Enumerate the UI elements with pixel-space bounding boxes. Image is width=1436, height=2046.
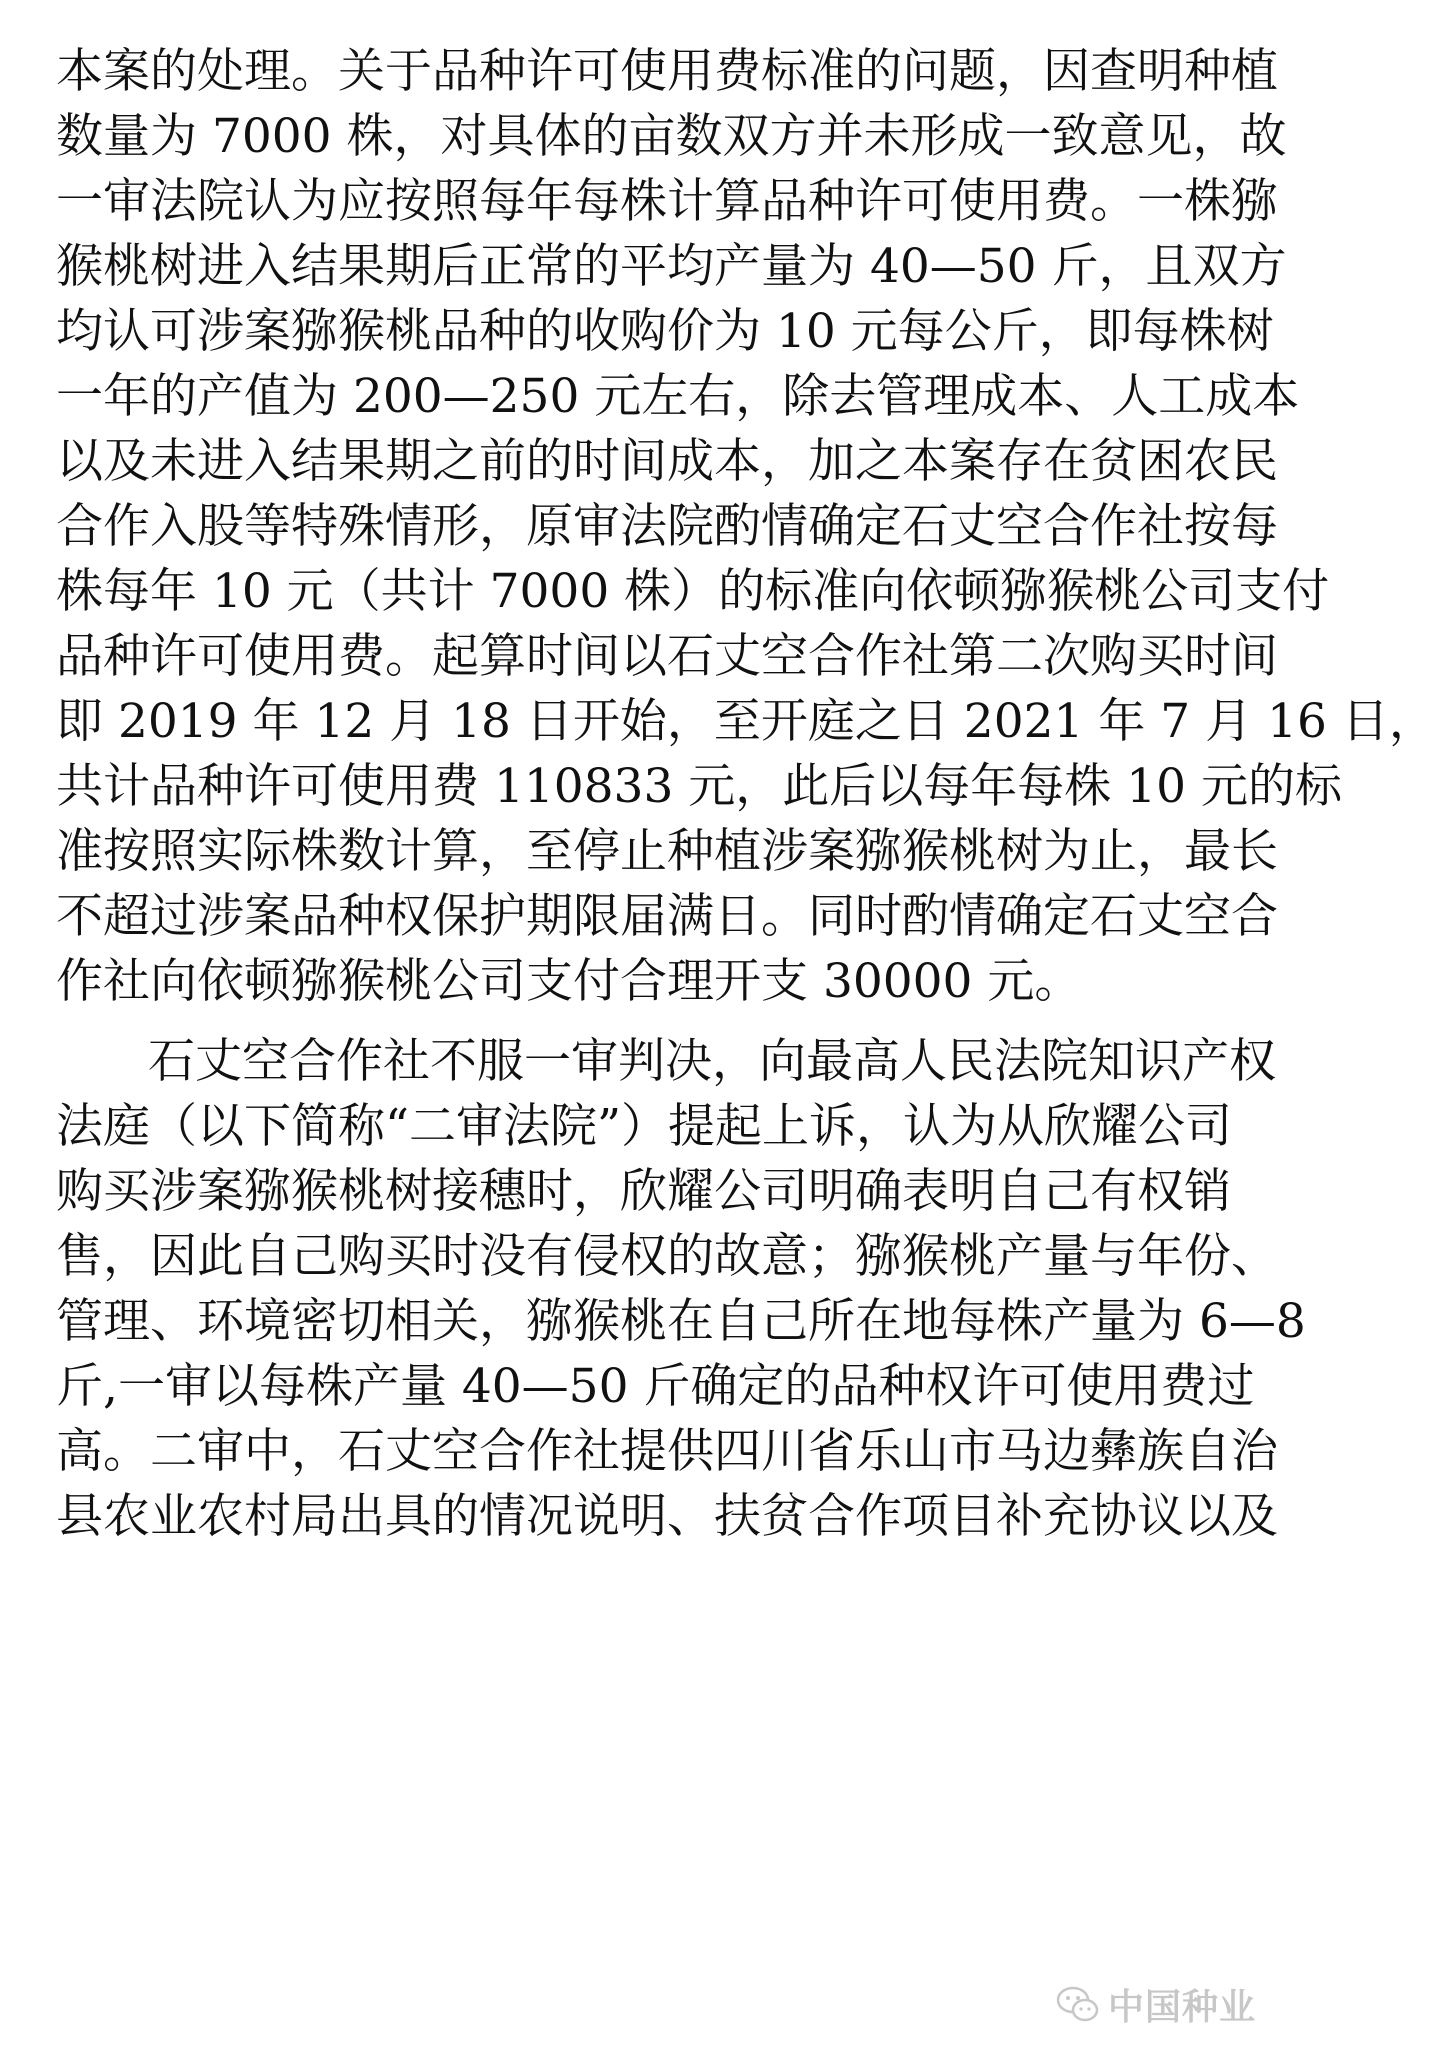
wechat-icon	[1056, 1984, 1100, 2024]
text-line: 合作入股等特殊情形，原审法院酌情确定石丈空合作社按每	[56, 499, 1278, 554]
text-line: 共计品种许可使用费 110833 元，此后以每年每株 10 元的标	[56, 759, 1342, 814]
text-line: 株每年 10 元（共计 7000 株）的标准向依顿猕猴桃公司支付	[56, 564, 1330, 619]
text-line: 以及未进入结果期之前的时间成本，加之本案存在贫困农民	[56, 434, 1278, 489]
text-line: 数量为 7000 株，对具体的亩数双方并未形成一致意见，故	[56, 109, 1287, 164]
text-line: 猴桃树进入结果期后正常的平均产量为 40—50 斤，且双方	[56, 239, 1287, 294]
text-line: 品种许可使用费。起算时间以石丈空合作社第二次购买时间	[56, 629, 1278, 684]
text-line: 售，因此自己购买时没有侵权的故意；猕猴桃产量与年份、	[56, 1229, 1278, 1284]
text-line: 本案的处理。关于品种许可使用费标准的问题，因查明种植	[56, 44, 1278, 99]
text-line: 法庭（以下简称“二审法院”）提起上诉，认为从欣耀公司	[56, 1099, 1233, 1154]
text-line: 管理、环境密切相关，猕猴桃在自己所在地每株产量为 6—8	[56, 1294, 1306, 1349]
watermark-text: 中国种业	[1107, 1986, 1256, 2028]
text-line: 均认可涉案猕猴桃品种的收购价为 10 元每公斤，即每株树	[56, 304, 1274, 359]
text-line: 一年的产值为 200—250 元左右，除去管理成本、人工成本	[56, 369, 1300, 424]
text-line: 购买涉案猕猴桃树接穗时，欣耀公司明确表明自己有权销	[56, 1164, 1231, 1219]
text-line: 高。二审中，石丈空合作社提供四川省乐山市马边彝族自治	[56, 1424, 1278, 1479]
text-line: 石丈空合作社不服一审判决，向最高人民法院知识产权	[148, 1034, 1276, 1089]
text-line: 即 2019 年 12 月 18 日开始，至开庭之日 2021 年 7 月 16 日，	[56, 694, 1436, 749]
text-line: 准按照实际株数计算，至停止种植涉案猕猴桃树为止，最长	[56, 824, 1278, 879]
text-line: 县农业农村局出具的情况说明、扶贫合作项目补充协议以及	[56, 1489, 1278, 1544]
text-line: 作社向依顿猕猴桃公司支付合理开支 30000 元。	[56, 954, 1082, 1009]
text-line: 不超过涉案品种权保护期限届满日。同时酌情确定石丈空合	[56, 889, 1278, 944]
text-line: 一审法院认为应按照每年每株计算品种许可使用费。一株猕	[56, 174, 1278, 229]
text-line: 斤,一审以每株产量 40—50 斤确定的品种权许可使用费过	[56, 1359, 1255, 1414]
watermark	[1056, 1976, 1256, 2032]
